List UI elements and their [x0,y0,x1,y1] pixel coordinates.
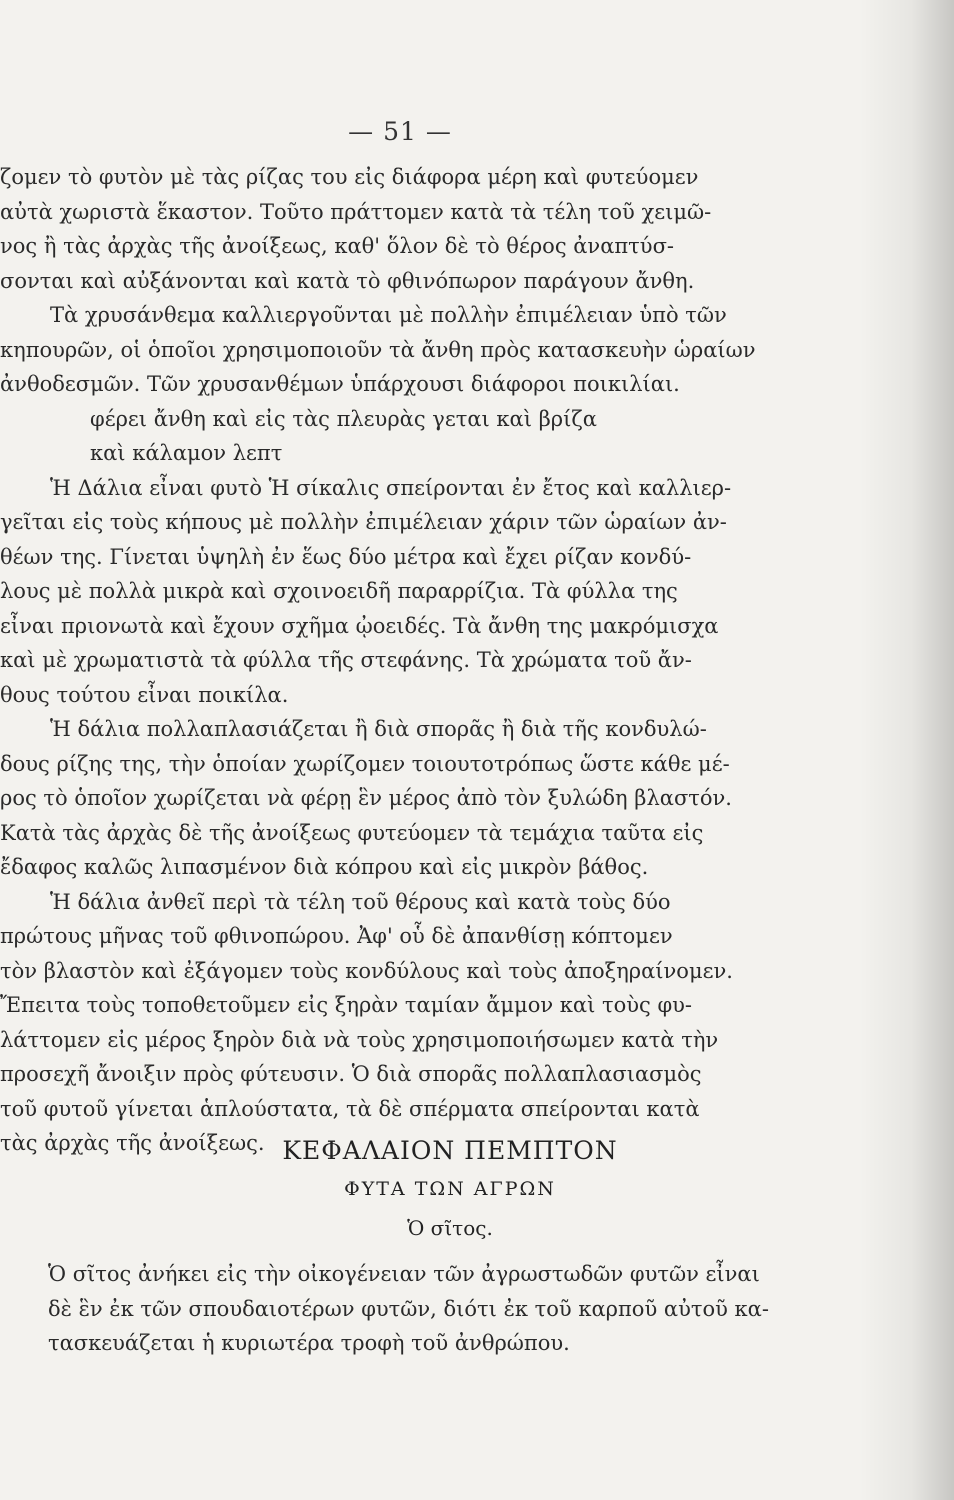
main-text [0,160,830,1161]
section-title: Ὁ σῖτος. [407,1216,493,1240]
text-line: Ἡ δάλια ἀνθεῖ περὶ τὰ τέλη τοῦ θέρους καὶ κατὰ τοὺς δύο [50,889,671,914]
text-line: θέων της. Γίνεται ὑψηλὴ ἐν ἕως δύο μέτρα καὶ ἔχει ρίζαν κονδύ- [0,544,692,569]
text-line: θους τούτου εἶναι ποικίλα. [0,682,289,707]
text-line: ἔδαφος καλῶς λιπασμένον διὰ κόπρου καὶ εἰς μικρὸν βάθος. [0,855,649,879]
text-line: Ἡ Δάλια εἶναι φυτὸ Ἡ σίκαλις σπείρονται ἐν ἔτος καὶ καλλιερ- [50,475,732,500]
text-line: Ἡ δάλια πολλαπλασιάζεται ἢ διὰ σπορᾶς ἢ διὰ τῆς κονδυλώ- [50,717,707,741]
text-line: Κατὰ τὰς ἀρχὰς δὲ τῆς ἀνοίξεως φυτεύομεν τὰ τεμάχια ταῦτα εἰς [0,820,704,845]
text-line: ἀνθοδεσμῶν. Τῶν χρυσανθέμων ὑπάρχουσι διάφοροι ποικιλίαι. [0,372,680,396]
text-line: εἶναι πριονωτὰ καὶ ἔχουν σχῆμα ᾠοειδές. Τὰ ἄνθη της μακρόμισχα [0,613,719,638]
text-line: τασκευάζεται ἡ κυριωτέρα τροφὴ τοῦ ἀνθρώπου. [48,1331,570,1355]
chapter-title: ΚΕΦΑΛΑΙΟΝ ΠΕΜΠΤΟΝ [282,1136,618,1165]
text-line: αὐτὰ χωριστὰ ἕκαστον. Τοῦτο πράττομεν κατὰ τὰ τέλη τοῦ χειμῶ- [0,199,712,224]
text-line: γεῖται εἰς τοὺς κήπους μὲ πολλὴν ἐπιμέλειαν χάριν τῶν ὡραίων ἀν- [0,510,727,534]
text-line: λάττομεν εἰς μέρος ξηρὸν διὰ νὰ τοὺς χρησιμοποιήσωμεν κατὰ τὴν [0,1027,719,1052]
text-line: δὲ ἓν ἐκ τῶν σπουδαιοτέρων φυτῶν, διότι ἐκ τοῦ καρποῦ αὐτοῦ κα- [48,1296,769,1321]
text-line: κηπουρῶν, οἱ ὁποῖοι χρησιμοποιοῦν τὰ ἄνθη πρὸς κατασκευὴν ὡραίων [0,337,756,362]
text-line: ζομεν τὸ φυτὸν μὲ τὰς ρίζας του εἰς διάφορα μέρη καὶ φυτεύομεν [0,165,699,189]
text-line: σονται καὶ αὐξάνονται καὶ κατὰ τὸ φθινόπωρον παράγουν ἄνθη. [0,268,695,293]
text-line: Ὁ σῖτος ἀνήκει εἰς τὴν οἰκογένειαν τῶν ἀγρωστωδῶν φυτῶν εἶναι [48,1262,760,1286]
text-line: Τὰ χρυσάνθεμα καλλιεργοῦνται μὲ πολλὴν ἐπιμέλειαν ὑπὸ τῶν [50,303,727,327]
text-line: πρώτους μῆνας τοῦ φθινοπώρου. Ἀφ' οὗ δὲ ἀπανθίσῃ κόπτομεν [0,924,673,948]
text-line: καὶ μὲ χρωματιστὰ τὰ φύλλα τῆς στεφάνης. Τὰ χρώματα τοῦ ἄν- [0,648,692,672]
text-line: δους ρίζης της, τὴν ὁποίαν χωρίζομεν τοιουτοτρόπως ὥστε κάθε μέ- [0,751,730,776]
overprint-fragment: καὶ κάλαμον λεπτ [90,441,283,465]
text-line: νος ἢ τὰς ἀρχὰς τῆς ἀνοίξεως, καθ' ὅλον δὲ τὸ θέρος ἀναπτύσ- [0,234,674,258]
text-line: ρος τὸ ὁποῖον χωρίζεται νὰ φέρῃ ἓν μέρος ἀπὸ τὸν ξυλώδη βλαστόν. [0,786,732,810]
section-text [48,1256,878,1360]
overprint-fragment: φέρει ἄνθη καὶ εἰς τὰς πλευρὰς γεται καὶ βρίζα [90,406,597,431]
text-line: τὰς ἀρχὰς τῆς ἀνοίξεως. [0,1131,265,1155]
text-line: τοῦ φυτοῦ γίνεται ἁπλούστατα, τὰ δὲ σπέρματα σπείρονται κατὰ [0,1096,700,1121]
text-line: προσεχῆ ἄνοιξιν πρὸς φύτευσιν. Ὁ διὰ σπορᾶς πολλαπλασιασμὸς [0,1062,702,1086]
page-number: — 51 — [348,117,452,146]
text-line: τὸν βλαστὸν καὶ ἐξάγομεν τοὺς κονδύλους καὶ τοὺς ἀποξηραίνομεν. [0,958,733,983]
text-line: λους μὲ πολλὰ μικρὰ καὶ σχοινοειδῆ παραρρίζια. Τὰ φύλλα της [0,579,678,603]
chapter-subtitle: ΦΥΤΑ ΤΩΝ ΑΓΡΩΝ [344,1178,556,1200]
text-line: Ἔπειτα τοὺς τοποθετοῦμεν εἰς ξηρὰν ταμίαν ἄμμον καὶ τοὺς φυ- [0,993,693,1017]
